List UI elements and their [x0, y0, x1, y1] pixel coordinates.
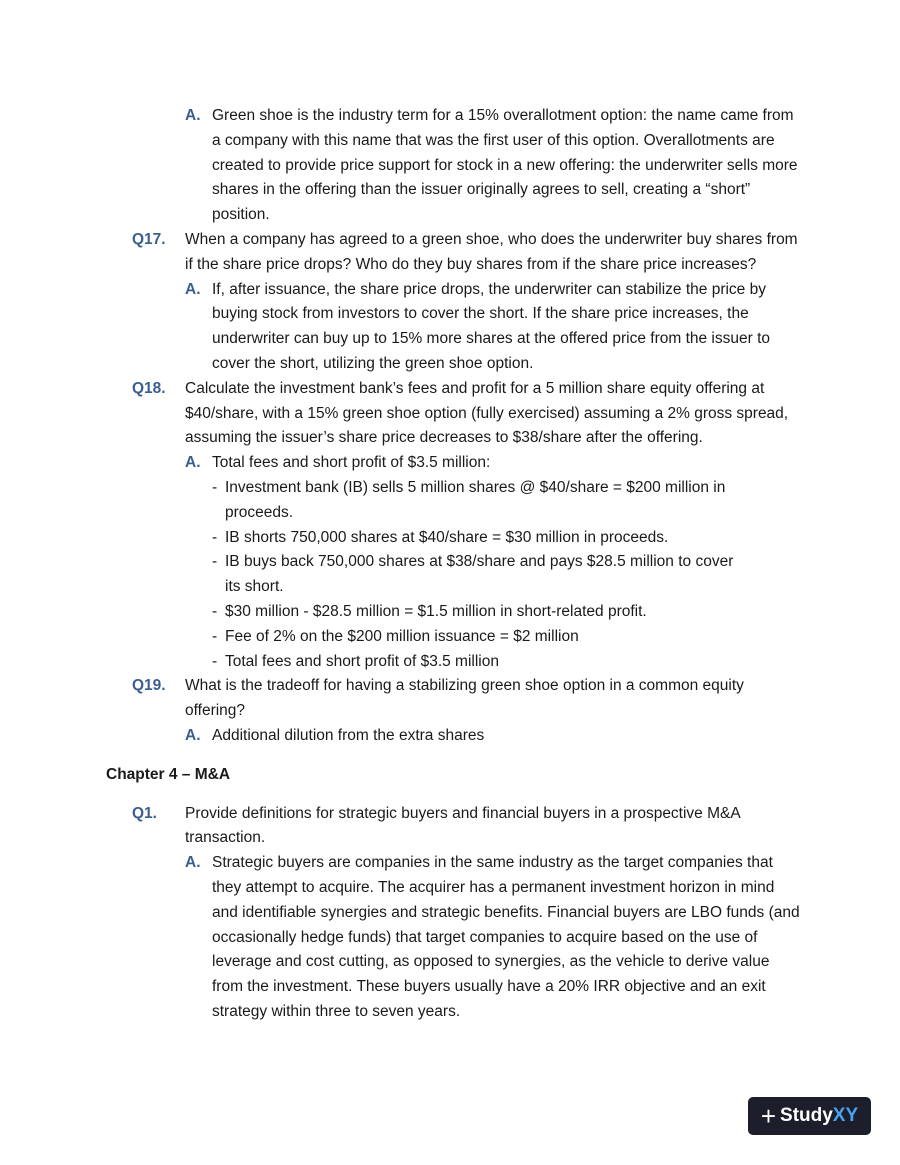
answer-label: A.: [185, 107, 201, 124]
answer-label: A.: [185, 454, 201, 472]
studyxy-logo[interactable]: [748, 1097, 871, 1135]
q18-question: [0, 377, 900, 451]
q19-question: [0, 674, 900, 724]
plus-icon: +: [760, 1101, 777, 1131]
q19-answer: [0, 724, 900, 749]
logo-brand: Study: [780, 1104, 833, 1126]
question-label: Q18.: [132, 379, 166, 397]
q17-question: [0, 228, 900, 278]
question-text: Provide definitions for strategic buyers and financial buyers in a prospective M&A transaction.: [185, 804, 740, 847]
chapter-heading: Chapter 4 – M&A: [106, 765, 231, 783]
answer-label: A.: [185, 280, 201, 298]
list-item: - Fee of 2% on the $200 million issuance = $2 million: [212, 627, 579, 645]
answer-text: Strategic buyers are companies in the same industry as the target companies that they attempt to acquire. The acquirer has a permanent investment horizon in mind and identifiable synergies and strategic benefits. Financial buyers are LBO funds (and occasionally hedge funds) that target companies to acquire based on the use of leverage and cost cutting, as opposed to synergies, as the vehicle to derive value from the investment. These buyers usually have a 20% IRR objective and an exit strategy within three to seven years.: [212, 854, 800, 1020]
q17-answer: [0, 278, 900, 377]
q18-answer: [0, 451, 900, 476]
list-item: - Investment bank (IB) sells 5 million shares @ $40/share = $200 million in proceeds.: [212, 478, 726, 521]
question-label: Q19.: [132, 677, 166, 695]
question-label: Q1.: [132, 804, 157, 822]
answer-text: Green shoe is the industry term for a 15% overallotment option: the name came from a company with this name that was the first user of this option. Overallotments are created to provide price support for stock in a new offering: the underwriter sells more shares in the offering than the issuer originally agrees to sell, creating a “short” position.: [212, 107, 798, 224]
answer-text: Additional dilution from the extra shares: [212, 726, 485, 744]
answer-label: A.: [185, 726, 201, 744]
c4-q1-answer: [0, 851, 900, 1025]
question-label: Q17.: [132, 230, 166, 248]
list-item: - IB shorts 750,000 shares at $40/share = $30 million in proceeds.: [212, 528, 669, 546]
c4-q1-question: [0, 802, 900, 852]
document-page: [0, 104, 900, 1025]
question-text: When a company has agreed to a green shoe, who does the underwriter buy shares from if the share price drops? Who do they buy shares from if the share price increases?: [185, 230, 798, 273]
question-text: Calculate the investment bank’s fees and profit for a 5 million share equity offering at $40/share, with a 15% green shoe option (fully exercised) assuming a 2% gross spread, assuming the issuer’s share price decreases to $38/share after the offering.: [185, 379, 789, 447]
answer-text: Total fees and short profit of $3.5 million:: [212, 454, 491, 472]
question-text: What is the tradeoff for having a stabilizing green shoe option in a common equity offering?: [185, 677, 744, 720]
answer-label: A.: [185, 854, 201, 872]
logo-brand-accent: XY: [832, 1104, 859, 1126]
q16-answer: [0, 104, 900, 228]
list-item: - IB buys back 750,000 shares at $38/share and pays $28.5 million to cover its short.: [212, 553, 734, 596]
answer-text: If, after issuance, the share price drops, the underwriter can stabilize the price by buying stock from investors to cover the short. If the share price increases, the underwriter can buy up to 15% more shares at the offered price from the issuer to cover the short, utilizing the green shoe option.: [212, 280, 770, 372]
list-item: - $30 million - $28.5 million = $1.5 million in short-related profit.: [212, 602, 647, 620]
list-item: - Total fees and short profit of $3.5 million: [212, 652, 499, 670]
q18-answer-bullets: [0, 476, 900, 674]
